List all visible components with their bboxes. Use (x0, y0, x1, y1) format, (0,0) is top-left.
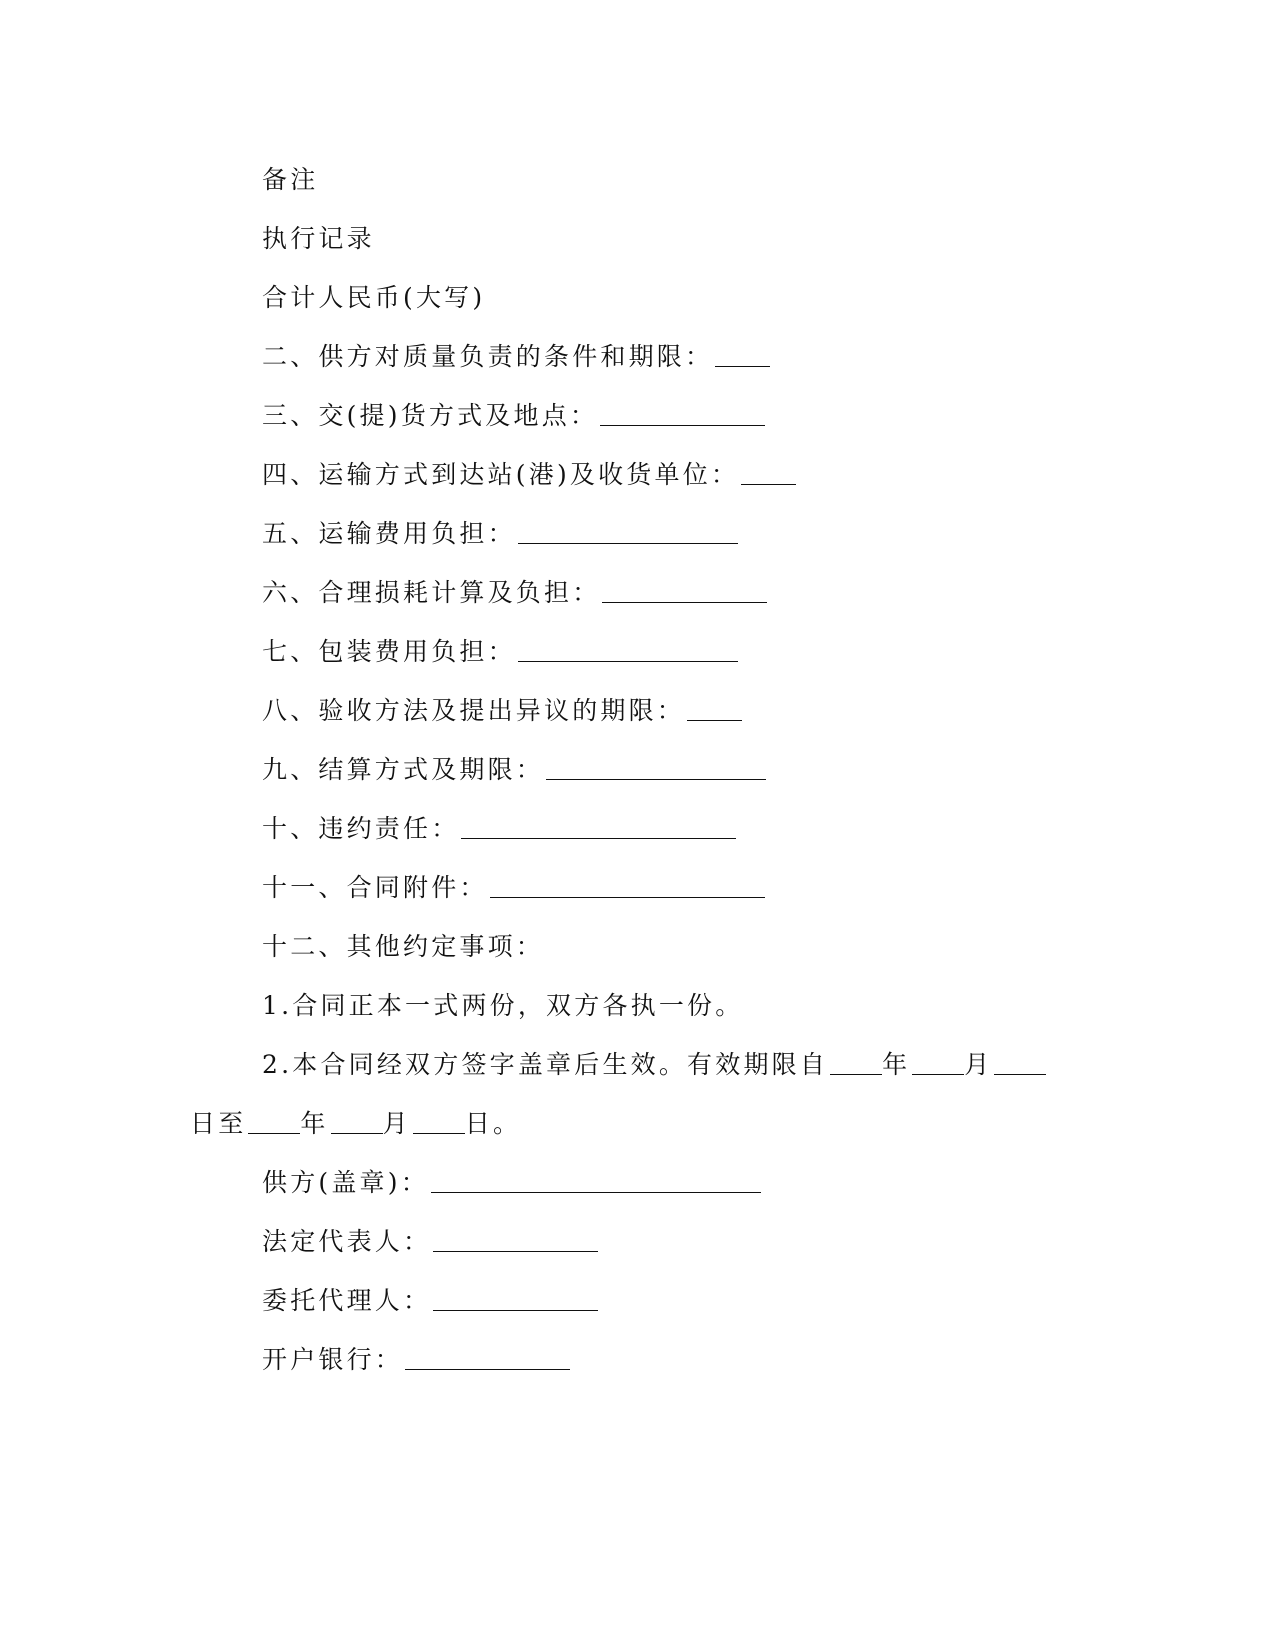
end-month-label: 月 (382, 1109, 411, 1138)
clause-4-line (262, 458, 796, 492)
legal-rep-text: 法定代表人： (262, 1227, 432, 1256)
end-year-blank[interactable] (248, 1109, 300, 1134)
item-2-line-b (190, 1107, 521, 1141)
supplier-seal-line (262, 1166, 761, 1200)
clause-7-blank[interactable] (518, 637, 738, 662)
clause-9-line (262, 753, 766, 787)
item-2-text: 2.本合同经双方签字盖章后生效。有效期限自 (262, 1050, 829, 1079)
clause-4-blank[interactable] (741, 460, 796, 485)
execution-record-heading (262, 222, 375, 256)
clause-12-text: 十二、其他约定事项： (262, 932, 545, 961)
end-year-label: 年 (300, 1109, 329, 1138)
start-month-label: 月 (964, 1050, 993, 1079)
clause-8-text: 八、验收方法及提出异议的期限： (262, 696, 686, 725)
clause-11-line (262, 871, 765, 905)
supplier-seal-text: 供方(盖章)： (262, 1168, 429, 1197)
clause-6-text: 六、合理损耗计算及负担： (262, 578, 601, 607)
clause-5-text: 五、运输费用负担： (262, 519, 516, 548)
start-year-label: 年 (882, 1050, 911, 1079)
total-rmb-line (262, 281, 485, 315)
item-1-text: 1.合同正本一式两份，双方各执一份。 (262, 991, 744, 1020)
execution-record-text: 执行记录 (262, 224, 375, 253)
clause-4-text: 四、运输方式到达站(港)及收货单位： (262, 460, 740, 489)
clause-6-line (262, 576, 767, 610)
bank-line (262, 1343, 570, 1377)
agent-text: 委托代理人： (262, 1286, 432, 1315)
clause-3-text: 三、交(提)货方式及地点： (262, 401, 599, 430)
start-year-blank[interactable] (830, 1050, 882, 1075)
legal-rep-blank[interactable] (433, 1227, 598, 1252)
end-day-blank[interactable] (413, 1109, 465, 1134)
start-day-label: 日至 (190, 1109, 247, 1138)
item-2-line-a (262, 1048, 1046, 1082)
end-month-blank[interactable] (331, 1109, 383, 1134)
clause-2-blank[interactable] (715, 342, 770, 367)
start-day-blank[interactable] (994, 1050, 1046, 1075)
bank-text: 开户银行： (262, 1345, 404, 1374)
clause-10-text: 十、违约责任： (262, 814, 460, 843)
agent-blank[interactable] (433, 1286, 598, 1311)
item-1-line (262, 989, 743, 1023)
clause-3-line (262, 399, 765, 433)
clause-11-text: 十一、合同附件： (262, 873, 488, 902)
remarks-text: 备注 (262, 165, 319, 194)
clause-8-line (262, 694, 742, 728)
clause-10-blank[interactable] (461, 814, 736, 839)
clause-7-line (262, 635, 738, 669)
clause-2-text: 二、供方对质量负责的条件和期限： (262, 342, 714, 371)
legal-rep-line (262, 1225, 598, 1259)
clause-9-blank[interactable] (546, 755, 766, 780)
total-rmb-text: 合计人民币(大写) (262, 283, 486, 312)
clause-9-text: 九、结算方式及期限： (262, 755, 545, 784)
remarks-heading (262, 163, 318, 197)
clause-7-text: 七、包装费用负担： (262, 637, 516, 666)
clause-10-line (262, 812, 736, 846)
supplier-seal-blank[interactable] (431, 1168, 761, 1193)
clause-11-blank[interactable] (490, 873, 765, 898)
clause-5-line (262, 517, 738, 551)
clause-5-blank[interactable] (518, 519, 738, 544)
agent-line (262, 1284, 598, 1318)
clause-2-line (262, 340, 770, 374)
bank-blank[interactable] (405, 1345, 570, 1370)
clause-12-line (262, 930, 544, 964)
clause-6-blank[interactable] (602, 578, 767, 603)
clause-3-blank[interactable] (600, 401, 765, 426)
start-month-blank[interactable] (912, 1050, 964, 1075)
clause-8-blank[interactable] (687, 696, 742, 721)
end-day-label: 日。 (464, 1109, 522, 1138)
